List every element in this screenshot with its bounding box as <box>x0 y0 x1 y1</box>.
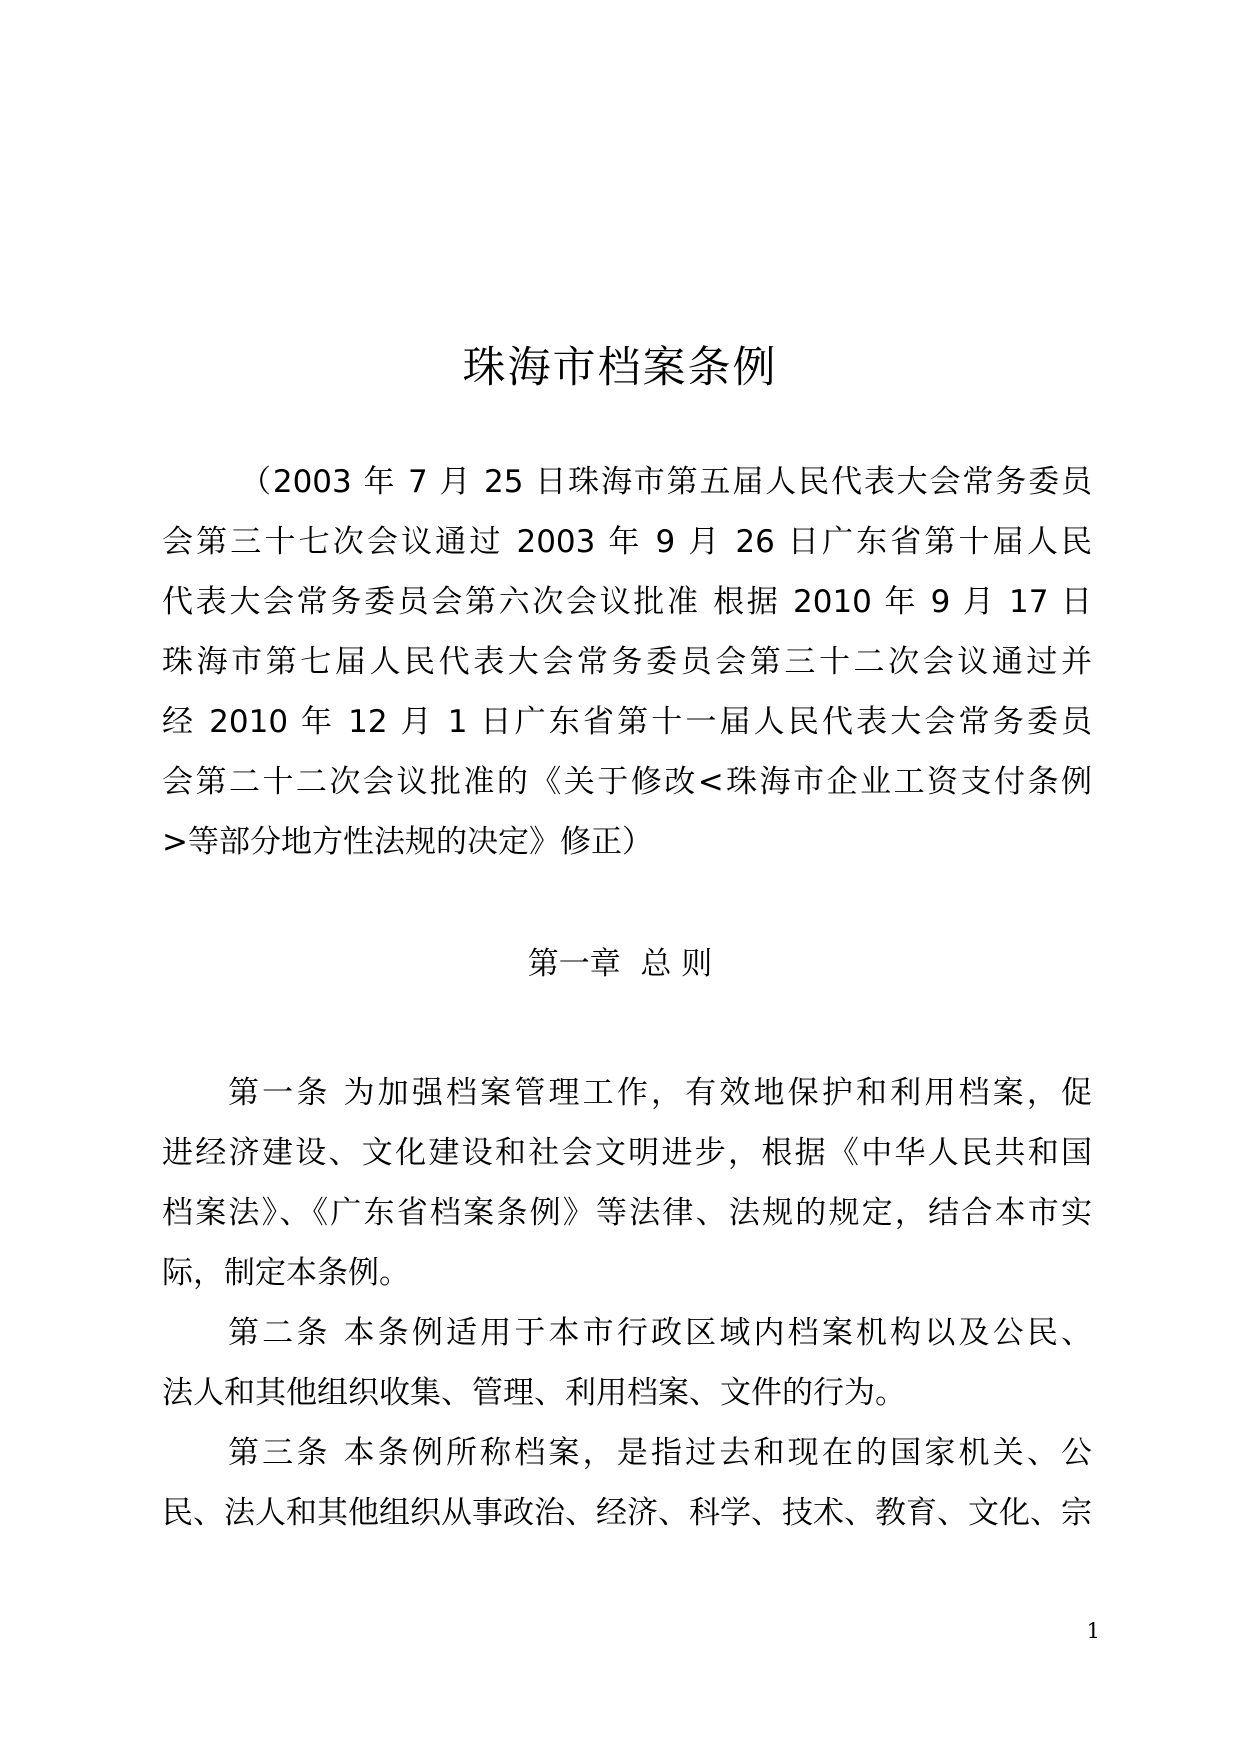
articles-body <box>162 1063 1092 1543</box>
amendment-note-line: 会第三十七次会议通过 2003 年 9 月 26 日广东省第十届人民 <box>162 524 1092 560</box>
document-title: 珠海市档案条例 <box>462 343 778 393</box>
article-line: 第二条 本条例适用于本市行政区域内档案机构以及公民、 <box>228 1315 1092 1351</box>
article-line: 法人和其他组织收集、管理、利用档案、文件的行为。 <box>162 1375 906 1411</box>
amendment-note-line: 珠海市第七届人民代表大会常务委员会第三十二次会议通过并 <box>162 644 1092 680</box>
amendment-note-line: 会第二十二次会议批准的《关于修改<珠海市企业工资支付条例 <box>162 764 1092 800</box>
article-line: 民、法人和其他组织从事政治、经济、科学、技术、教育、文化、宗 <box>162 1495 1092 1531</box>
article-line: 档案法》、《广东省档案条例》等法律、法规的规定，结合本市实 <box>162 1195 1092 1231</box>
article-3 <box>162 1423 1092 1543</box>
amendment-note <box>162 452 1092 872</box>
page-number: 1 <box>1086 1619 1100 1643</box>
article-1 <box>162 1063 1092 1303</box>
amendment-note-line: （2003 年 7 月 25 日珠海市第五届人民代表大会常务委员 <box>240 464 1092 500</box>
amendment-note-line: 代表大会常务委员会第六次会议批准 根据 2010 年 9 月 17 日 <box>162 584 1092 620</box>
article-line: 进经济建设、文化建设和社会文明进步，根据《中华人民共和国 <box>162 1135 1092 1171</box>
article-line: 第三条 本条例所称档案，是指过去和现在的国家机关、公 <box>228 1435 1092 1471</box>
article-line: 第一条 为加强档案管理工作，有效地保护和利用档案，促 <box>228 1075 1092 1111</box>
amendment-note-line: 经 2010 年 12 月 1 日广东省第十一届人民代表大会常务委员 <box>162 704 1092 740</box>
article-line: 际，制定本条例。 <box>162 1255 410 1291</box>
amendment-note-line: >等部分地方性法规的决定》修正） <box>162 824 653 860</box>
article-2 <box>162 1303 1092 1423</box>
chapter-heading: 第一章 总 则 <box>527 946 713 982</box>
